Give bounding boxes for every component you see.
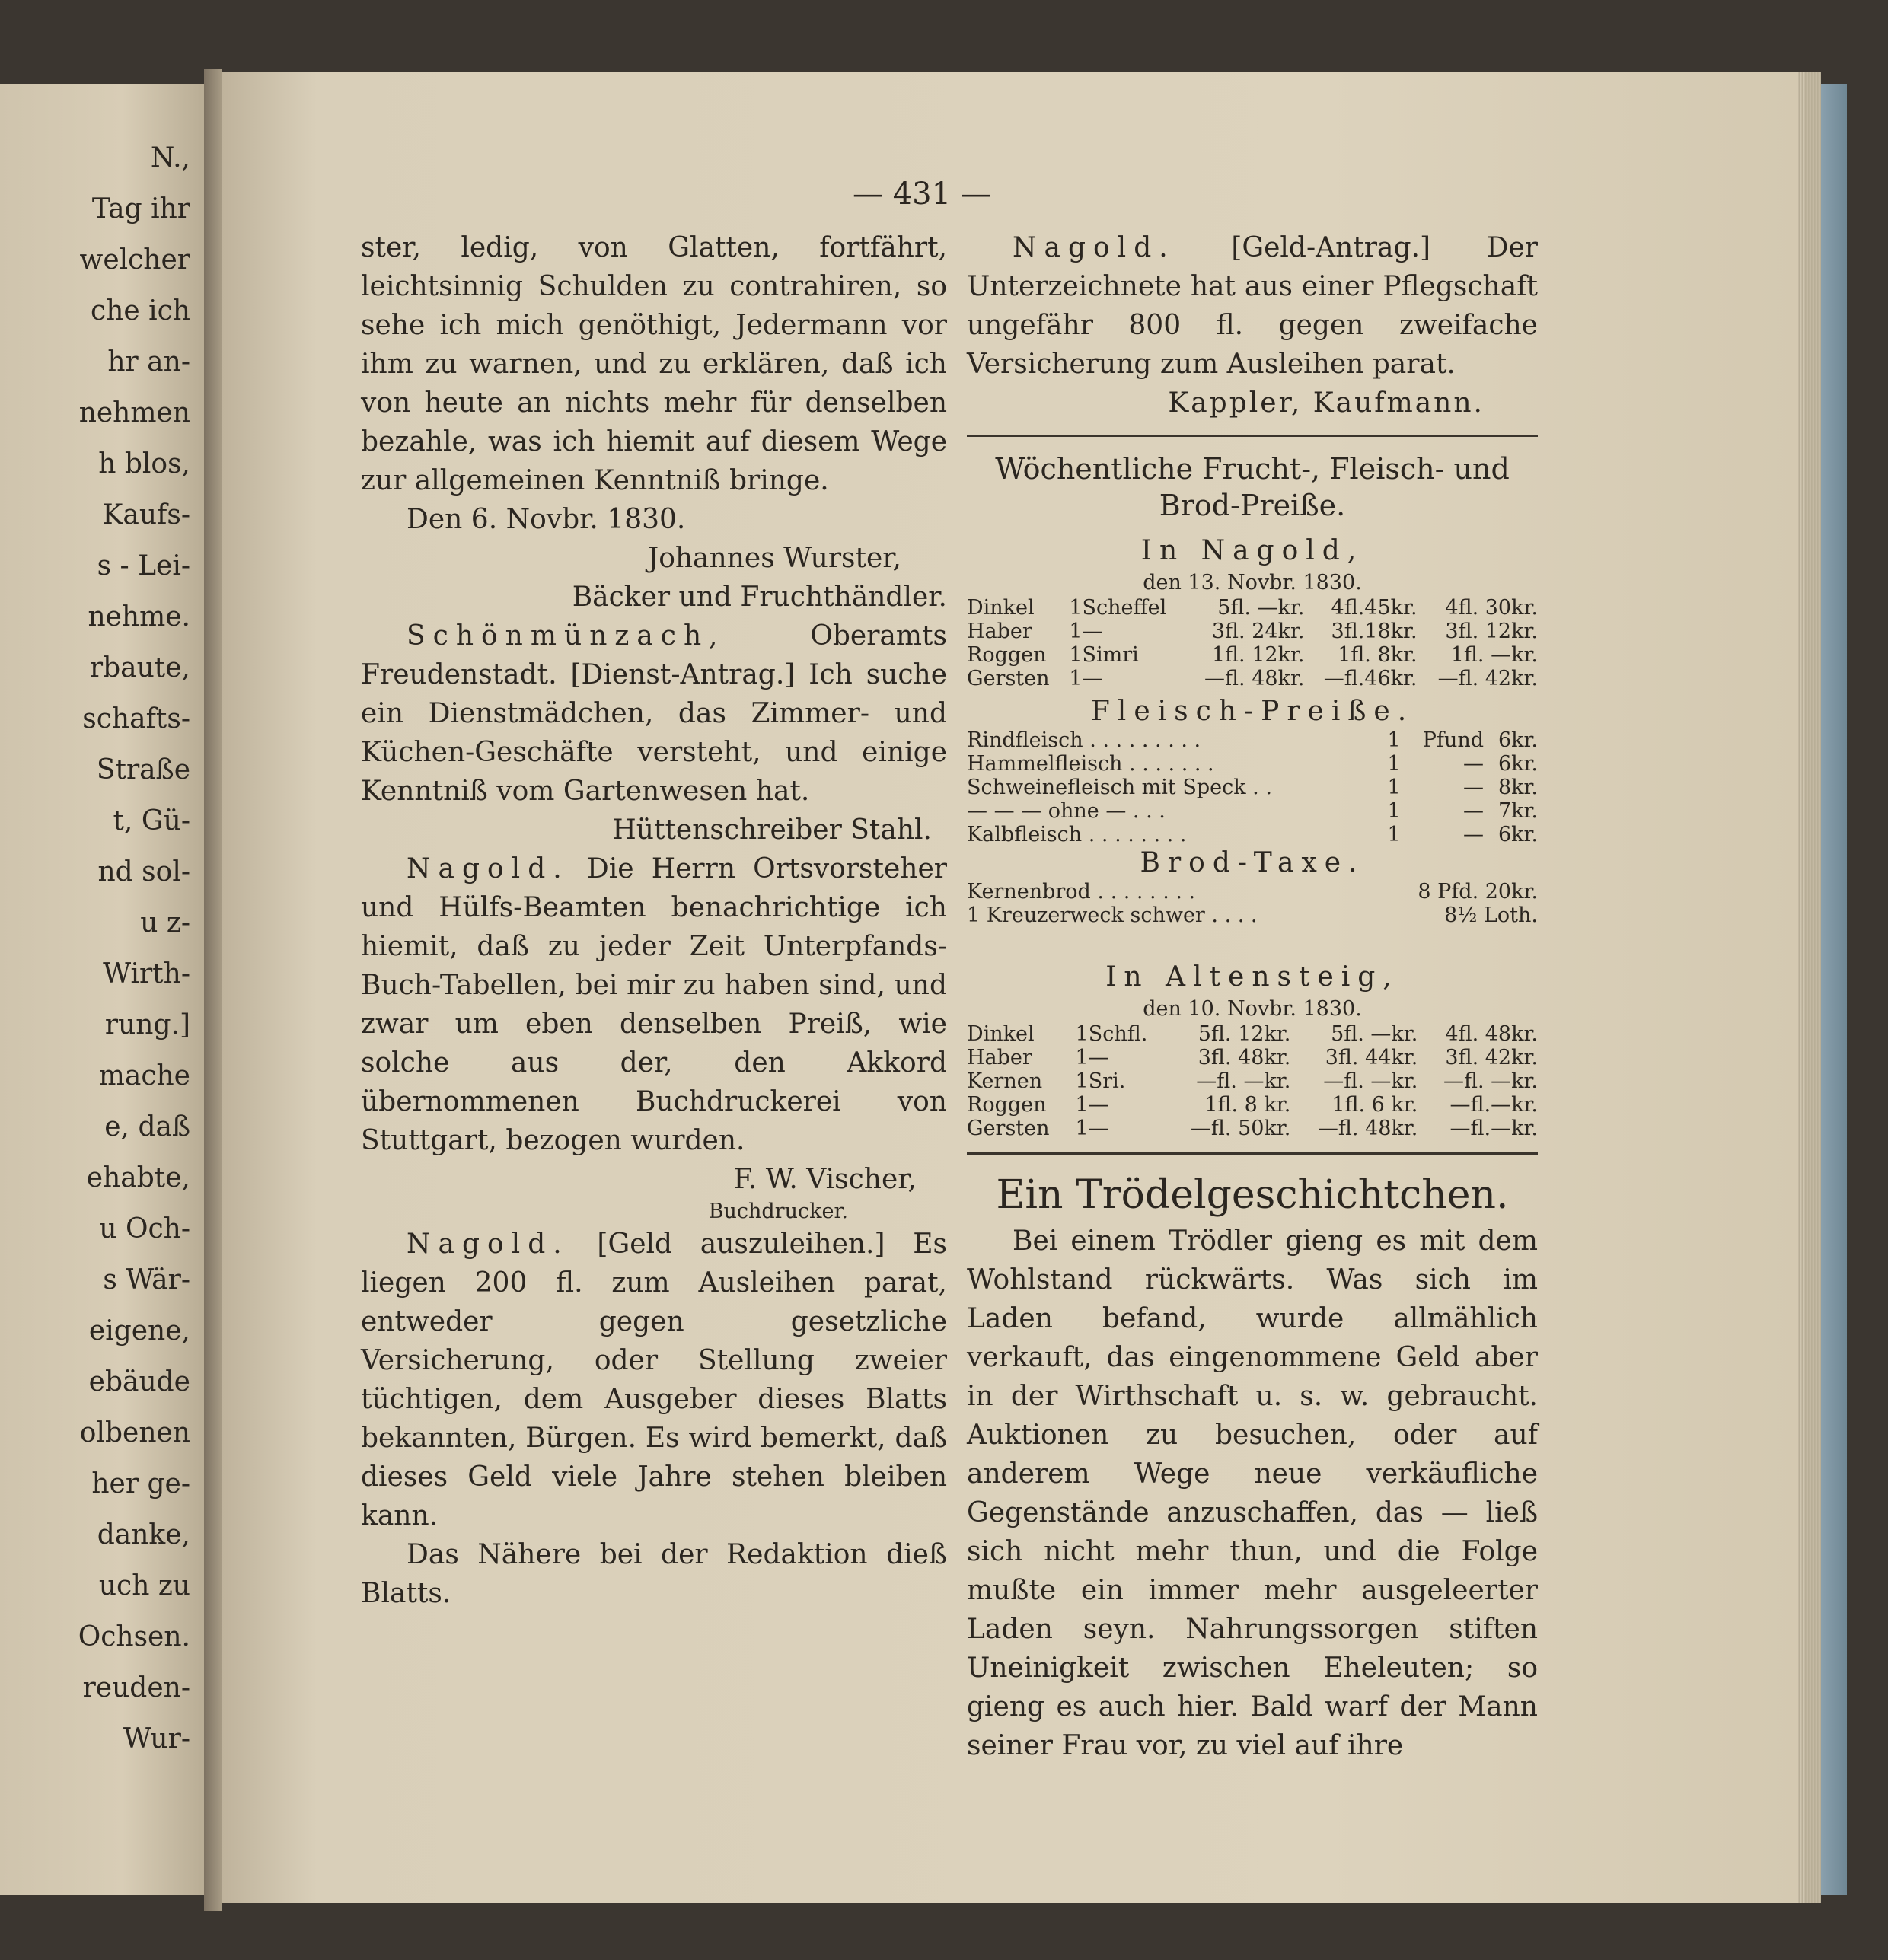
table-cell: Gersten (967, 1117, 1050, 1140)
book-cover-edge (1821, 84, 1847, 1895)
left-page-line: nehmen (78, 397, 190, 429)
ad4-note: Das Nähere bei der Redaktion dieß Blatts. (361, 1539, 947, 1609)
meat-table (967, 728, 1538, 846)
table-cell: Haber (967, 1046, 1032, 1069)
table-cell: 1 (1387, 799, 1401, 823)
table-cell: —fl. 42kr. (1437, 667, 1538, 690)
table-cell: 5fl. —kr. (1331, 1022, 1418, 1046)
table-row (967, 880, 1538, 904)
table-cell: 3fl. 24kr. (1211, 620, 1305, 643)
page-number: — 431 — (853, 177, 991, 212)
ad1-text: ster, ledig, von Glatten, fortfährt, leichtsinnig Schulden zu contrahiren, so sehe ich mich genöthigt, Jedermann vor ihm zu warnen, und zu erklären, daß ich von heute an nichts mehr für denselben bezahle, was ich hiemit auf diesem Wege zur allgemeinen Kenntniß bringe. (361, 232, 947, 496)
table-cell: Haber (967, 620, 1032, 643)
table-cell: — (1082, 667, 1103, 690)
table-row (967, 1117, 1538, 1140)
divider-rule (967, 435, 1538, 437)
ad3-name: F. W. Vischer, (733, 1164, 917, 1195)
table-cell: 8 Pfd. 20kr. (1418, 880, 1538, 904)
table-cell: —fl. —kr. (1196, 1069, 1291, 1093)
table-row (967, 643, 1538, 667)
table-cell: Roggen (967, 643, 1047, 667)
table-cell: 1 (1069, 596, 1083, 620)
table-row (967, 1022, 1538, 1046)
table-cell: 8kr. (1497, 776, 1538, 799)
book-gutter (204, 69, 222, 1911)
left-page-fragment (0, 84, 204, 1895)
ad5-place: Nagold. (1013, 232, 1175, 263)
ad1-date: Den 6. Novbr. 1830. (407, 504, 686, 535)
table-cell: —fl.—kr. (1449, 1093, 1538, 1117)
left-page-line: s - Lei- (97, 550, 190, 582)
table-cell: —fl. —kr. (1323, 1069, 1418, 1093)
left-page-line: N., (150, 142, 190, 174)
table-cell: 1 (1069, 620, 1083, 643)
table-cell: — (1463, 799, 1485, 823)
table-row (967, 752, 1538, 776)
table-cell: 3fl.18kr. (1331, 620, 1418, 643)
left-page-line: rung.] (104, 1009, 190, 1041)
table-cell: 6kr. (1497, 728, 1538, 752)
table-cell: Roggen (967, 1093, 1047, 1117)
table-cell: Dinkel (967, 1022, 1035, 1046)
table-cell: —fl. 48kr. (1204, 667, 1305, 690)
table-cell: Gersten (967, 667, 1050, 690)
left-page-line: her ge- (91, 1468, 190, 1499)
ad4-text: [Geld auszuleihen.] Es liegen 200 fl. zum Ausleihen parat, entweder gegen gesetzliche Versicherung, oder Stellung zweier tüchtigen, dem Ausgeber dieses Blatts bekannten, Bürgen. Es wird bemerkt, daß dieses Geld viele Jahre stehen bleiben kann. (361, 1229, 948, 1531)
left-page-line: u Och- (99, 1213, 190, 1245)
left-column (361, 228, 947, 1613)
prices-title: Wöchentliche Frucht-, Fleisch- und Brod-Preiße. (995, 452, 1510, 522)
altensteig-grain-table (967, 1022, 1538, 1140)
table-cell: 1 (1387, 752, 1401, 776)
table-row (967, 904, 1538, 927)
table-cell: 1fl. 6 kr. (1331, 1093, 1418, 1117)
bread-table (967, 880, 1538, 927)
table-cell: Schweinefleisch mit Speck . . (967, 776, 1272, 799)
page-edges (1798, 72, 1821, 1903)
table-cell: Kernenbrod . . . . . . . . (967, 880, 1196, 904)
table-cell: — (1463, 823, 1485, 846)
nagold-grain-table (967, 596, 1538, 690)
left-page-line: Straße (96, 754, 190, 786)
table-cell: — (1088, 1093, 1109, 1117)
table-cell: 1 (1075, 1117, 1089, 1140)
table-cell: —fl.46kr. (1323, 667, 1418, 690)
table-cell: 3fl. 44kr. (1325, 1046, 1418, 1069)
table-cell: Kalbfleisch . . . . . . . . (967, 823, 1187, 846)
table-row (967, 667, 1538, 690)
left-page-line: uch zu (98, 1570, 190, 1601)
table-cell: —fl. 50kr. (1190, 1117, 1291, 1140)
nagold-heading: In Nagold, (1140, 535, 1364, 566)
table-cell: 1fl. —kr. (1450, 643, 1538, 667)
table-cell: Kernen (967, 1069, 1043, 1093)
table-cell: Schfl. (1088, 1022, 1148, 1046)
left-page-line: Ochsen. (78, 1621, 190, 1652)
left-page-line: Wirth- (103, 958, 190, 990)
table-cell: 1 (1387, 728, 1401, 752)
ad1-name: Johannes Wurster, (647, 543, 901, 574)
table-row (967, 728, 1538, 752)
left-page-line: Kaufs- (102, 499, 190, 531)
table-cell: 4fl. 30kr. (1445, 596, 1538, 620)
left-page-line: rbaute, (89, 652, 190, 684)
table-cell: 3fl. 42kr. (1445, 1046, 1538, 1069)
table-cell: 1 (1075, 1046, 1089, 1069)
table-cell: —fl. 48kr. (1317, 1117, 1418, 1140)
left-page-line: t, Gü- (113, 805, 190, 837)
left-page-line: olbenen (79, 1417, 190, 1448)
ad5-text: [Geld-Antrag.] Der Unterzeichnete hat aus einer Pflegschaft ungefähr 800 fl. gegen zweifache Versicherung zum Ausleihen parat. (967, 232, 1538, 380)
ad2-paragraph (361, 617, 947, 811)
table-cell: —fl.—kr. (1449, 1117, 1538, 1140)
table-cell: Rindfleisch . . . . . . . . . (967, 728, 1201, 752)
left-page-line: mache (98, 1060, 190, 1092)
ad3-text: Die Herrn Ortsvorsteher und Hülfs-Beamten benachrichtige ich hiemit, daß zu jeder Zeit Unterpfands-Buch-Tabellen, bei mir zu haben sind, und zwar um eben denselben Preiß, wie solche aus der, den Akkord übernommenen Buchdruckerei von Stuttgart, bezogen wurden. (361, 853, 947, 1156)
table-row (967, 1069, 1538, 1093)
table-cell: 1 (1387, 776, 1401, 799)
left-page-line: che ich (91, 295, 190, 327)
table-row (967, 620, 1538, 643)
left-page-line: ehabte, (86, 1162, 190, 1194)
left-page-line: eigene, (88, 1315, 190, 1347)
table-cell: — — — ohne — . . . (967, 799, 1166, 823)
table-cell: 1 (1075, 1093, 1089, 1117)
ad3-paragraph (361, 849, 947, 1160)
table-row (967, 1046, 1538, 1069)
left-page-line: u z- (140, 907, 190, 939)
ad4-paragraph (361, 1225, 947, 1535)
left-page-line: welcher (79, 244, 190, 276)
ad5-sign: Kappler, Kaufmann. (1168, 387, 1485, 419)
left-page-line: schafts- (82, 703, 190, 735)
table-row (967, 596, 1538, 620)
table-cell: — (1463, 752, 1485, 776)
table-cell: 1 (1075, 1069, 1089, 1093)
left-page-line: Tag ihr (91, 193, 190, 225)
left-page-line: e, daß (104, 1111, 190, 1143)
table-cell: 3fl. 48kr. (1198, 1046, 1291, 1069)
table-cell: — (1088, 1046, 1109, 1069)
table-cell: Dinkel (967, 596, 1035, 620)
table-cell: 6kr. (1497, 752, 1538, 776)
left-page-line: reuden- (82, 1672, 190, 1703)
table-cell: 1fl. 12kr. (1211, 643, 1305, 667)
ad2-place: Schönmünzach, (407, 620, 726, 652)
altensteig-heading: In Altensteig, (1105, 961, 1399, 993)
divider-rule (967, 1152, 1538, 1155)
table-row (967, 799, 1538, 823)
table-cell: Pfund (1422, 728, 1485, 752)
left-page-line: s Wär- (103, 1264, 190, 1296)
ad2-text: Oberamts Freudenstadt. [Dienst-Antrag.] Ich suche ein Dienstmädchen, das Zimmer- und Küchen-Geschäfte versteht, und einige Kenntniß vom Gartenwesen hat. (361, 620, 947, 807)
table-cell: Scheffel (1082, 596, 1167, 620)
table-cell: 4fl.45kr. (1331, 596, 1418, 620)
table-row (967, 776, 1538, 799)
ad3-role: Buchdrucker. (708, 1200, 848, 1223)
table-row (967, 823, 1538, 846)
ad3-place: Nagold. (407, 853, 569, 884)
table-cell: 1 Kreuzerweck schwer . . . . (967, 904, 1258, 927)
ad2-sign: Hüttenschreiber Stahl. (612, 814, 932, 846)
table-cell: 1 (1075, 1022, 1089, 1046)
table-cell: 7kr. (1497, 799, 1538, 823)
table-cell: 5fl. 12kr. (1198, 1022, 1291, 1046)
ad5-paragraph (967, 228, 1538, 384)
table-cell: — (1463, 776, 1485, 799)
story-title: Ein Trödelgeschichtchen. (996, 1172, 1509, 1218)
table-cell: —fl. —kr. (1443, 1069, 1538, 1093)
left-page-line: nd sol- (97, 856, 190, 888)
table-cell: 1fl. 8 kr. (1204, 1093, 1291, 1117)
altensteig-date: den 10. Novbr. 1830. (1143, 997, 1362, 1021)
nagold-date: den 13. Novbr. 1830. (1143, 571, 1362, 594)
table-cell: — (1082, 620, 1103, 643)
table-cell: Simri (1082, 643, 1139, 667)
left-page-line: Wur- (123, 1723, 190, 1754)
table-cell: Hammelfleisch . . . . . . . (967, 752, 1214, 776)
table-cell: 1 (1069, 667, 1083, 690)
table-cell: 1 (1387, 823, 1401, 846)
table-cell: Sri. (1088, 1069, 1126, 1093)
table-cell: 8½ Loth. (1444, 904, 1538, 927)
table-row (967, 1093, 1538, 1117)
story-text: Bei einem Trödler gieng es mit dem Wohlstand rückwärts. Was sich im Laden befand, wurde allmählich verkauft, das eingenommene Geld aber in der Wirthschaft u. s. w. gebraucht. Auktionen zu besuchen, oder auf anderem Wege neue verkäufliche Gegenstände anzuschaffen, das — ließ sich nicht mehr thun, und die Folge mußte ein immer mehr ausgeleerter Laden seyn. Nahrungssorgen stiften Uneinigkeit zwischen Eheleuten; so gieng es auch hier. Bald warf der Mann seiner Frau vor, zu viel auf ihre (967, 1225, 1538, 1761)
table-cell: — (1088, 1117, 1109, 1140)
table-cell: 4fl. 48kr. (1445, 1022, 1538, 1046)
table-cell: 1 (1069, 643, 1083, 667)
meat-heading: Fleisch-Preiße. (1090, 696, 1414, 727)
table-cell: 1fl. 8kr. (1338, 643, 1418, 667)
table-cell: 3fl. 12kr. (1445, 620, 1538, 643)
ad1-role: Bäcker und Fruchthändler. (572, 582, 947, 613)
left-page-line: h blos, (98, 448, 190, 480)
left-page-line: nehme. (88, 601, 190, 633)
left-page-line: hr an- (107, 346, 190, 378)
left-page-line: ebäude (88, 1366, 190, 1397)
ad4-place: Nagold. (407, 1229, 569, 1260)
table-cell: 6kr. (1497, 823, 1538, 846)
bread-heading: Brod-Taxe. (1140, 847, 1365, 878)
table-cell: 5fl. —kr. (1217, 596, 1305, 620)
left-page-line: danke, (97, 1519, 190, 1550)
right-column (967, 228, 1538, 1765)
